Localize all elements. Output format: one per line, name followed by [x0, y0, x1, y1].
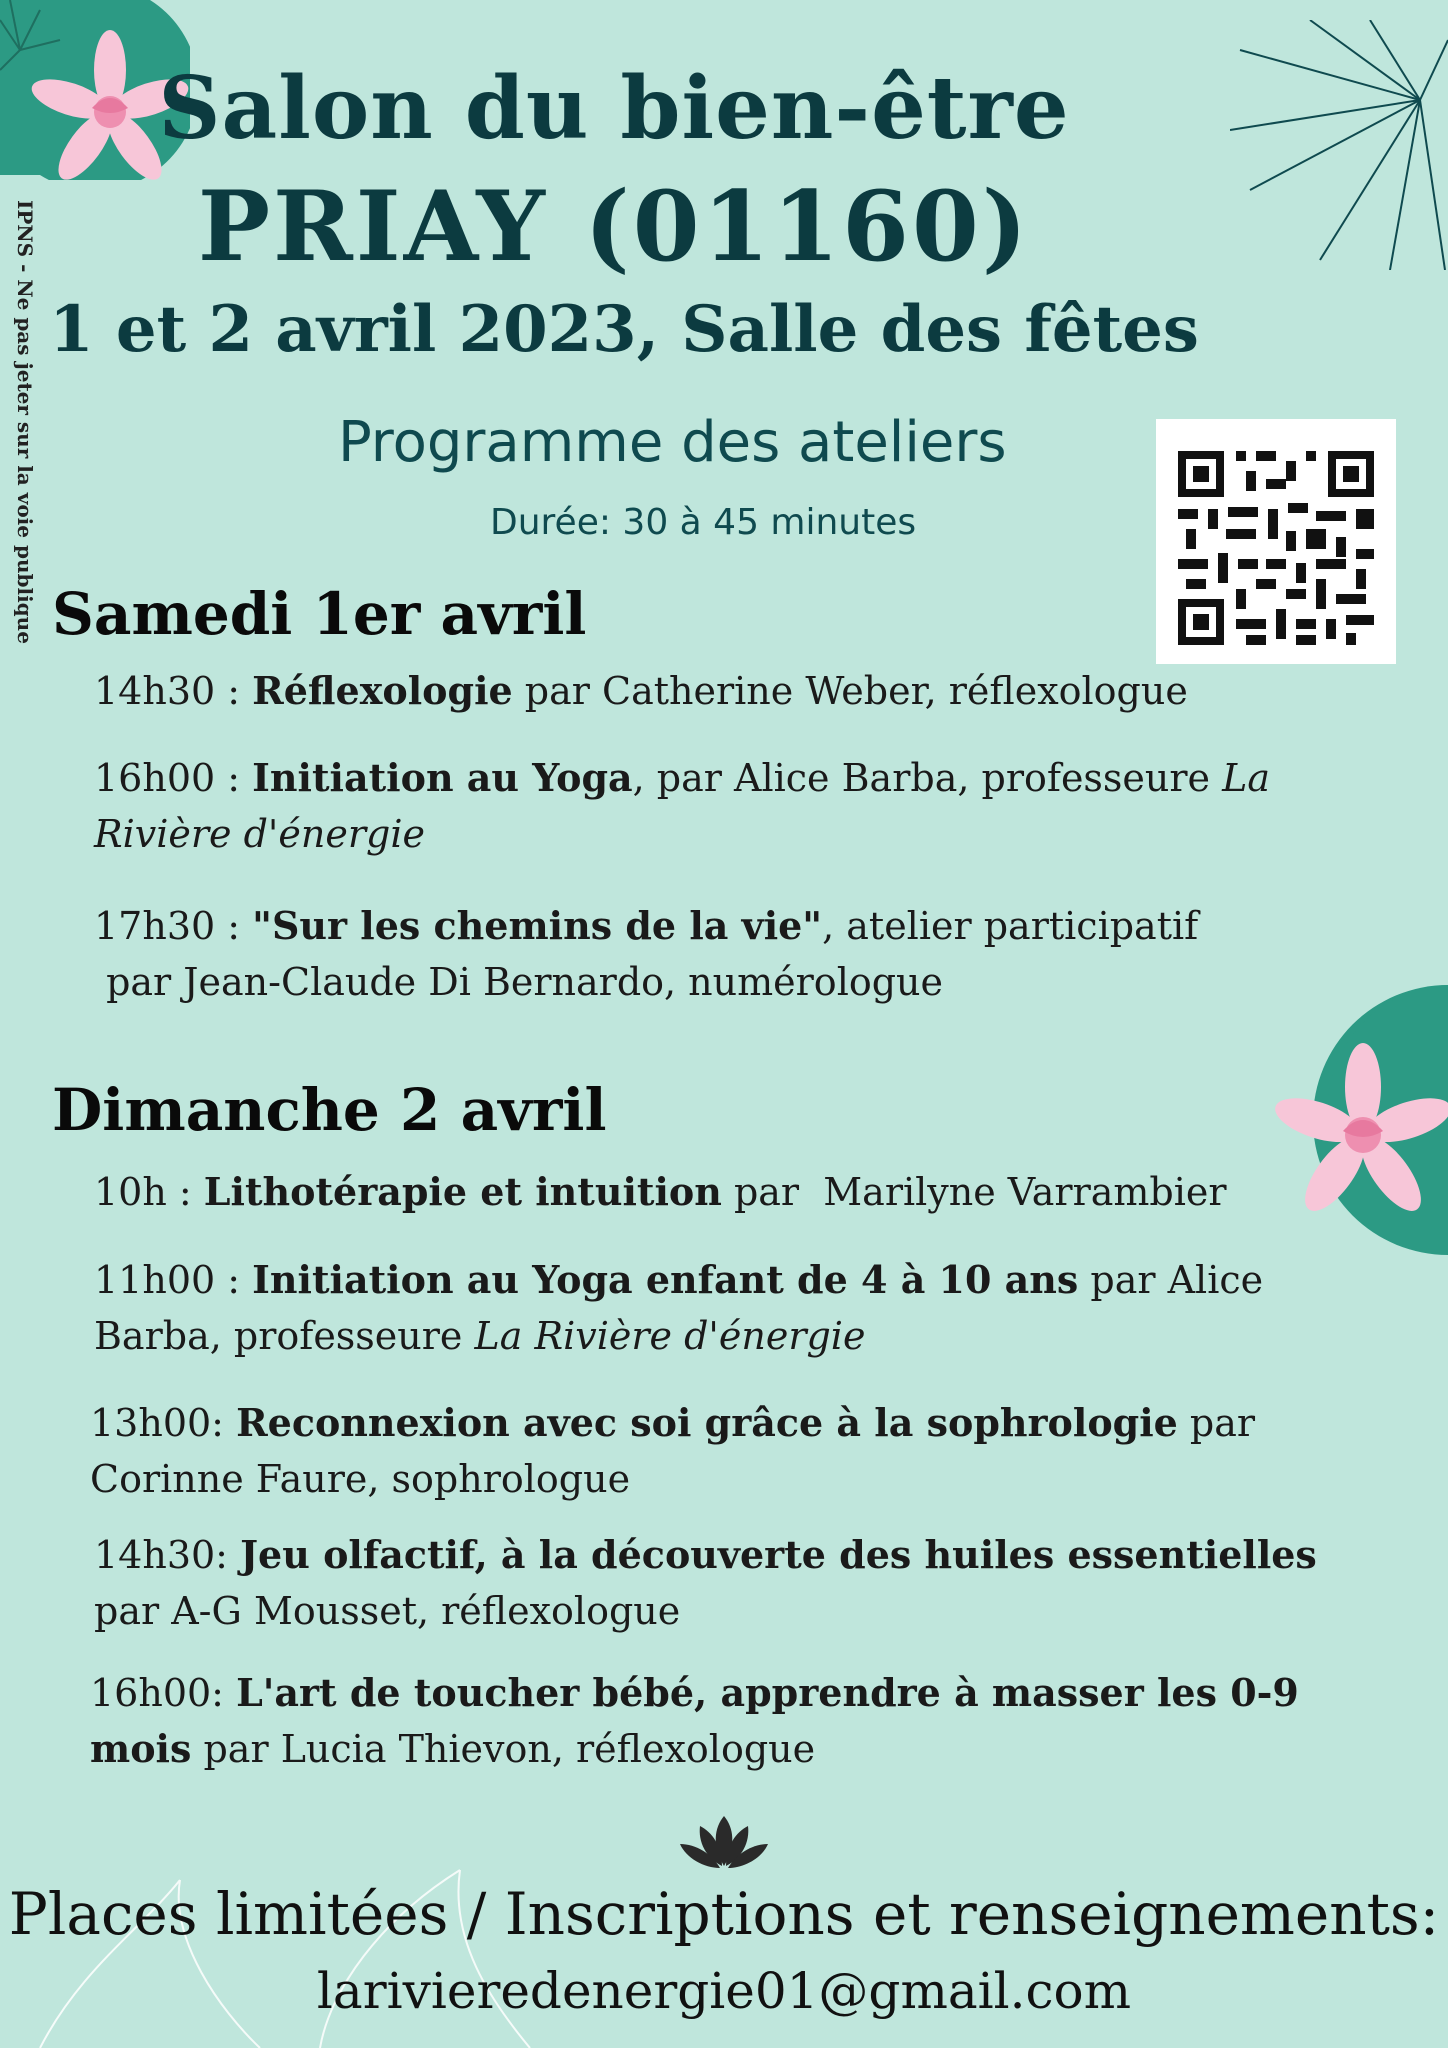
item-details-line2: par Jean-Claude Di Bernardo, numérologue — [94, 960, 944, 1004]
item-title: L'art de toucher bébé, apprendre à masser les 0-9 mois — [90, 1670, 1299, 1771]
item-time: 14h30 : — [94, 669, 253, 713]
item-time: 17h30 : — [94, 904, 253, 948]
item-title: Réflexologie — [252, 668, 513, 713]
qr-code-icon — [1156, 419, 1396, 664]
page-dates: 1 et 2 avril 2023, Salle des fêtes — [49, 292, 1199, 367]
list-item — [94, 663, 1374, 719]
item-organization: La Rivière d'énergie — [474, 1314, 866, 1358]
item-time: 14h30: — [94, 1533, 241, 1577]
program-duration: Durée: 30 à 45 minutes — [490, 502, 917, 543]
item-details: par Marilyne Varrambier — [721, 1170, 1227, 1214]
list-item — [94, 750, 1374, 862]
list-item — [90, 1395, 1370, 1507]
list-item — [94, 898, 1374, 1010]
contact-email-link[interactable]: lariviere​denergie01@gmail.com — [316, 1962, 1132, 2020]
item-details: , atelier participatif — [822, 904, 1199, 948]
item-time: 16h00 : — [94, 756, 253, 800]
item-details: par Alice Barba, professeure — [94, 1258, 1264, 1358]
footer-title: Places limitées / Inscriptions et renseignements: — [8, 1880, 1440, 1948]
item-title: Initiation au Yoga — [252, 755, 633, 800]
item-details: par Catherine Weber, réflexologue — [512, 669, 1188, 713]
item-title: Reconnexion avec soi grâce à la sophrologie — [236, 1400, 1178, 1445]
qr-code — [1156, 419, 1396, 664]
list-item — [94, 1164, 1374, 1220]
list-item — [90, 1665, 1370, 1777]
item-title: Initiation au Yoga enfant de 4 à 10 ans — [252, 1257, 1079, 1302]
day-heading-saturday: Samedi 1er avril — [52, 580, 587, 648]
item-details: , par Alice Barba, professeure — [632, 756, 1223, 800]
item-time: 10h : — [94, 1170, 204, 1214]
item-title: "Sur les chemins de la vie" — [252, 903, 823, 948]
page-location: PRIAY (01160) — [197, 170, 1031, 283]
side-legal-note-text: IPNS - Ne pas jeter sur la voie publique — [13, 200, 37, 644]
lotus-icon — [676, 1810, 772, 1874]
list-item — [94, 1527, 1374, 1639]
item-details: par Corinne Faure, sophrologue — [90, 1401, 1256, 1501]
item-details: par A-G Mousset, réflexologue — [94, 1589, 681, 1633]
item-organization: La Rivière d'énergie — [94, 756, 1271, 856]
item-title: Lithotérapie et intuition — [203, 1169, 722, 1214]
day-heading-sunday: Dimanche 2 avril — [52, 1076, 607, 1144]
item-time: 11h00 : — [94, 1258, 253, 1302]
page-title: Salon du bien-être — [158, 58, 1070, 159]
item-title: Jeu olfactif, à la découverte des huiles essentielles — [240, 1532, 1317, 1577]
list-item — [94, 1252, 1374, 1364]
item-time: 16h00: — [90, 1671, 237, 1715]
program-title: Programme des ateliers — [338, 410, 1007, 475]
item-time: 13h00: — [90, 1401, 237, 1445]
item-details: par Lucia Thievon, réflexologue — [191, 1727, 816, 1771]
